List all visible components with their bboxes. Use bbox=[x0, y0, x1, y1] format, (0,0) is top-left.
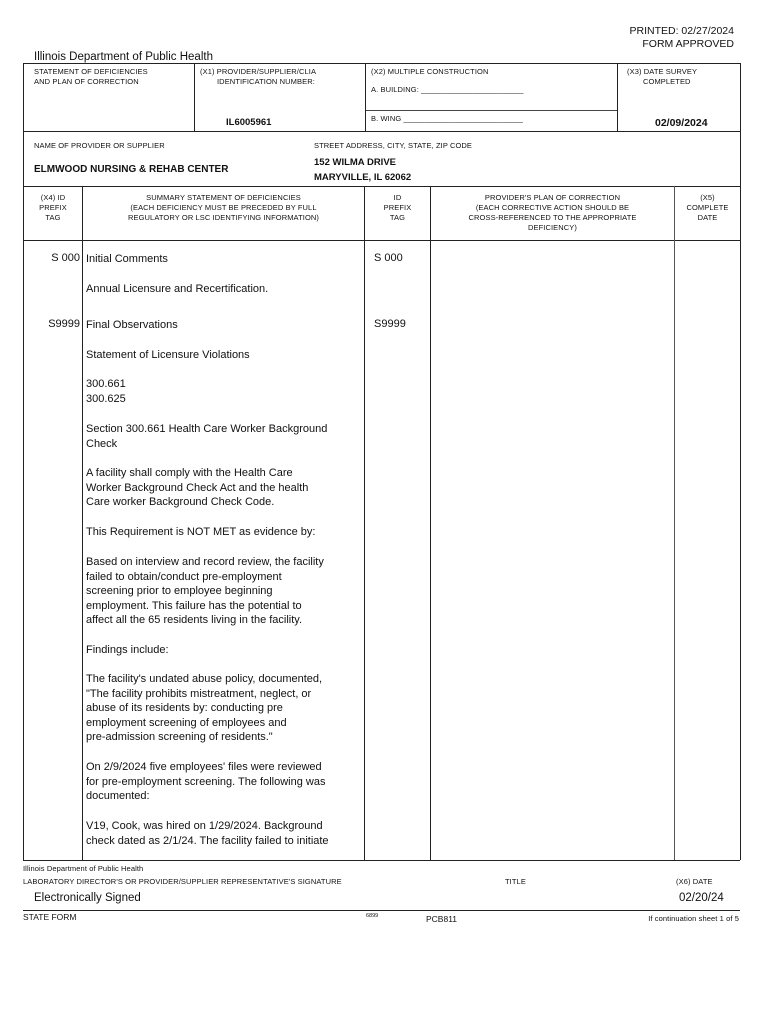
text-line: On 2/9/2024 five employees' files were reviewed bbox=[86, 761, 322, 773]
x3-label: (X3) DATE SURVEY bbox=[627, 67, 698, 76]
paragraph: Annual Licensure and Recertification. bbox=[86, 283, 269, 295]
form-code: 6899 bbox=[366, 913, 379, 919]
x1-label-2: IDENTIFICATION NUMBER: bbox=[217, 77, 315, 86]
x6-date-label: (X6) DATE bbox=[676, 877, 713, 886]
rule bbox=[23, 63, 740, 64]
text-line: A facility shall comply with the Health Care bbox=[86, 467, 293, 479]
building-label: A. BUILDING: ________________________ bbox=[371, 85, 524, 94]
tag-prefix-left: S9999 bbox=[48, 318, 80, 330]
x2-label: (X2) MULTIPLE CONSTRUCTION bbox=[371, 67, 489, 76]
state-form-label: STATE FORM bbox=[23, 912, 77, 922]
plan-header-line: DEFICIENCY) bbox=[527, 223, 578, 232]
text-line: 300.661 bbox=[86, 378, 126, 390]
plan-header-line: PROVIDER'S PLAN OF CORRECTION bbox=[484, 193, 621, 202]
statement-label-2: AND PLAN OF CORRECTION bbox=[34, 77, 139, 86]
rule bbox=[23, 131, 740, 132]
id-header bbox=[365, 193, 430, 223]
text-line: employment. This failure has the potential to bbox=[86, 599, 302, 612]
signed-date: 02/20/24 bbox=[679, 892, 724, 904]
street-address: 152 WILMA DRIVE bbox=[314, 157, 396, 168]
text-line: abuse of its residents by: conducting pre bbox=[86, 702, 283, 715]
tag-prefix-right: S9999 bbox=[374, 318, 406, 330]
entry-title: Final Observations bbox=[86, 319, 178, 331]
rule bbox=[617, 63, 618, 131]
paragraph: This Requirement is NOT MET as evidence by: bbox=[86, 526, 316, 538]
x1-label: (X1) PROVIDER/SUPPLIER/CLIA bbox=[200, 67, 317, 76]
text-line: Based on interview and record review, the facility bbox=[86, 556, 324, 568]
rule bbox=[23, 240, 740, 241]
title-label: TITLE bbox=[505, 877, 526, 886]
rule bbox=[674, 186, 675, 860]
text-line: failed to obtain/conduct pre-employment bbox=[86, 570, 282, 583]
footer-agency: Illinois Department of Public Health bbox=[23, 864, 144, 873]
rule bbox=[365, 110, 617, 111]
text-line: The facility's undated abuse policy, documented, bbox=[86, 673, 323, 685]
rule bbox=[82, 186, 83, 860]
rule bbox=[365, 63, 366, 131]
rule bbox=[23, 910, 740, 911]
x5-header-line: COMPLETE bbox=[686, 203, 729, 212]
summary-header-line: REGULATORY OR LSC IDENTIFYING INFORMATION) bbox=[127, 213, 320, 222]
x4-header bbox=[24, 193, 82, 223]
rule bbox=[23, 860, 740, 861]
wing-label: B. WING ____________________________ bbox=[371, 114, 524, 123]
paragraph bbox=[86, 377, 348, 406]
summary-header-line: SUMMARY STATEMENT OF DEFICIENCIES bbox=[146, 193, 301, 202]
continuation-sheet: If continuation sheet 1 of 5 bbox=[648, 914, 739, 923]
id-header-line: ID bbox=[393, 193, 402, 202]
provider-name: ELMWOOD NURSING & REHAB CENTER bbox=[34, 164, 229, 175]
form-approved: FORM APPROVED bbox=[642, 38, 734, 50]
text-line: Care worker Background Check Code. bbox=[86, 496, 275, 509]
city-state-zip: MARYVILLE, IL 62062 bbox=[314, 172, 412, 183]
text-line: documented: bbox=[86, 790, 150, 803]
tag-prefix-right: S 000 bbox=[374, 252, 403, 264]
x3-label-2: COMPLETED bbox=[643, 77, 691, 86]
text-line: for pre-employment screening. The following was bbox=[86, 775, 326, 788]
address-label: STREET ADDRESS, CITY, STATE, ZIP CODE bbox=[314, 141, 473, 150]
rule bbox=[430, 186, 431, 860]
x5-header bbox=[675, 193, 740, 223]
statement-label: STATEMENT OF DEFICIENCIES bbox=[34, 67, 148, 76]
x4-header-line: TAG bbox=[45, 213, 61, 222]
text-line: check dated as 2/1/24. The facility failed to initiate bbox=[86, 834, 329, 847]
paragraph: Findings include: bbox=[86, 644, 169, 656]
tag-prefix-left: S 000 bbox=[51, 252, 80, 264]
text-line: Worker Background Check Act and the health bbox=[86, 481, 309, 494]
x5-header-line: DATE bbox=[697, 213, 718, 222]
rule bbox=[740, 63, 741, 860]
text-line: pre-admission screening of residents." bbox=[86, 731, 273, 744]
x4-header-line: (X4) ID bbox=[40, 193, 66, 202]
plan-header bbox=[431, 193, 674, 233]
id-header-line: PREFIX bbox=[383, 203, 412, 212]
text-line: "The facility prohibits mistreatment, neglect, or bbox=[86, 687, 312, 700]
printed-date: PRINTED: 02/27/2024 bbox=[629, 25, 734, 37]
summary-header-line: (EACH DEFICIENCY MUST BE PRECEDED BY FULL bbox=[130, 203, 317, 212]
signature-label: LABORATORY DIRECTOR'S OR PROVIDER/SUPPLIER REPRESENTATIVE'S SIGNATURE bbox=[23, 877, 342, 886]
summary-header bbox=[83, 193, 364, 223]
text-line: Check bbox=[86, 437, 118, 450]
provider-id: IL6005961 bbox=[226, 117, 272, 128]
id-header-line: TAG bbox=[389, 213, 406, 222]
paragraph bbox=[86, 555, 348, 628]
text-line: screening prior to employee beginning bbox=[86, 585, 273, 598]
agency-title: Illinois Department of Public Health bbox=[34, 51, 213, 63]
x5-header-line: (X5) bbox=[700, 193, 715, 202]
survey-date: 02/09/2024 bbox=[655, 117, 708, 129]
provider-name-label: NAME OF PROVIDER OR SUPPLIER bbox=[34, 141, 165, 150]
text-line: Section 300.661 Health Care Worker Background bbox=[86, 423, 328, 435]
rule bbox=[194, 63, 195, 131]
paragraph bbox=[86, 466, 348, 510]
text-line: 300.625 bbox=[86, 392, 126, 405]
paragraph bbox=[86, 422, 348, 451]
signature-value: Electronically Signed bbox=[34, 892, 141, 904]
plan-header-line: CROSS-REFERENCED TO THE APPROPRIATE bbox=[468, 213, 637, 222]
text-line: employment screening of employees and bbox=[86, 716, 287, 729]
plan-header-line: (EACH CORRECTIVE ACTION SHOULD BE bbox=[475, 203, 630, 212]
rule bbox=[364, 186, 365, 860]
text-line: affect all the 65 residents living in the facility. bbox=[86, 614, 303, 627]
paragraph: Statement of Licensure Violations bbox=[86, 349, 250, 361]
paragraph bbox=[86, 760, 348, 804]
rule bbox=[23, 63, 24, 860]
entry-title: Initial Comments bbox=[86, 253, 168, 265]
paragraph bbox=[86, 819, 348, 848]
rule bbox=[23, 186, 740, 187]
text-line: V19, Cook, was hired on 1/29/2024. Background bbox=[86, 820, 323, 832]
paragraph bbox=[86, 672, 348, 745]
x4-header-line: PREFIX bbox=[39, 203, 67, 212]
event-id: PCB811 bbox=[426, 914, 458, 924]
